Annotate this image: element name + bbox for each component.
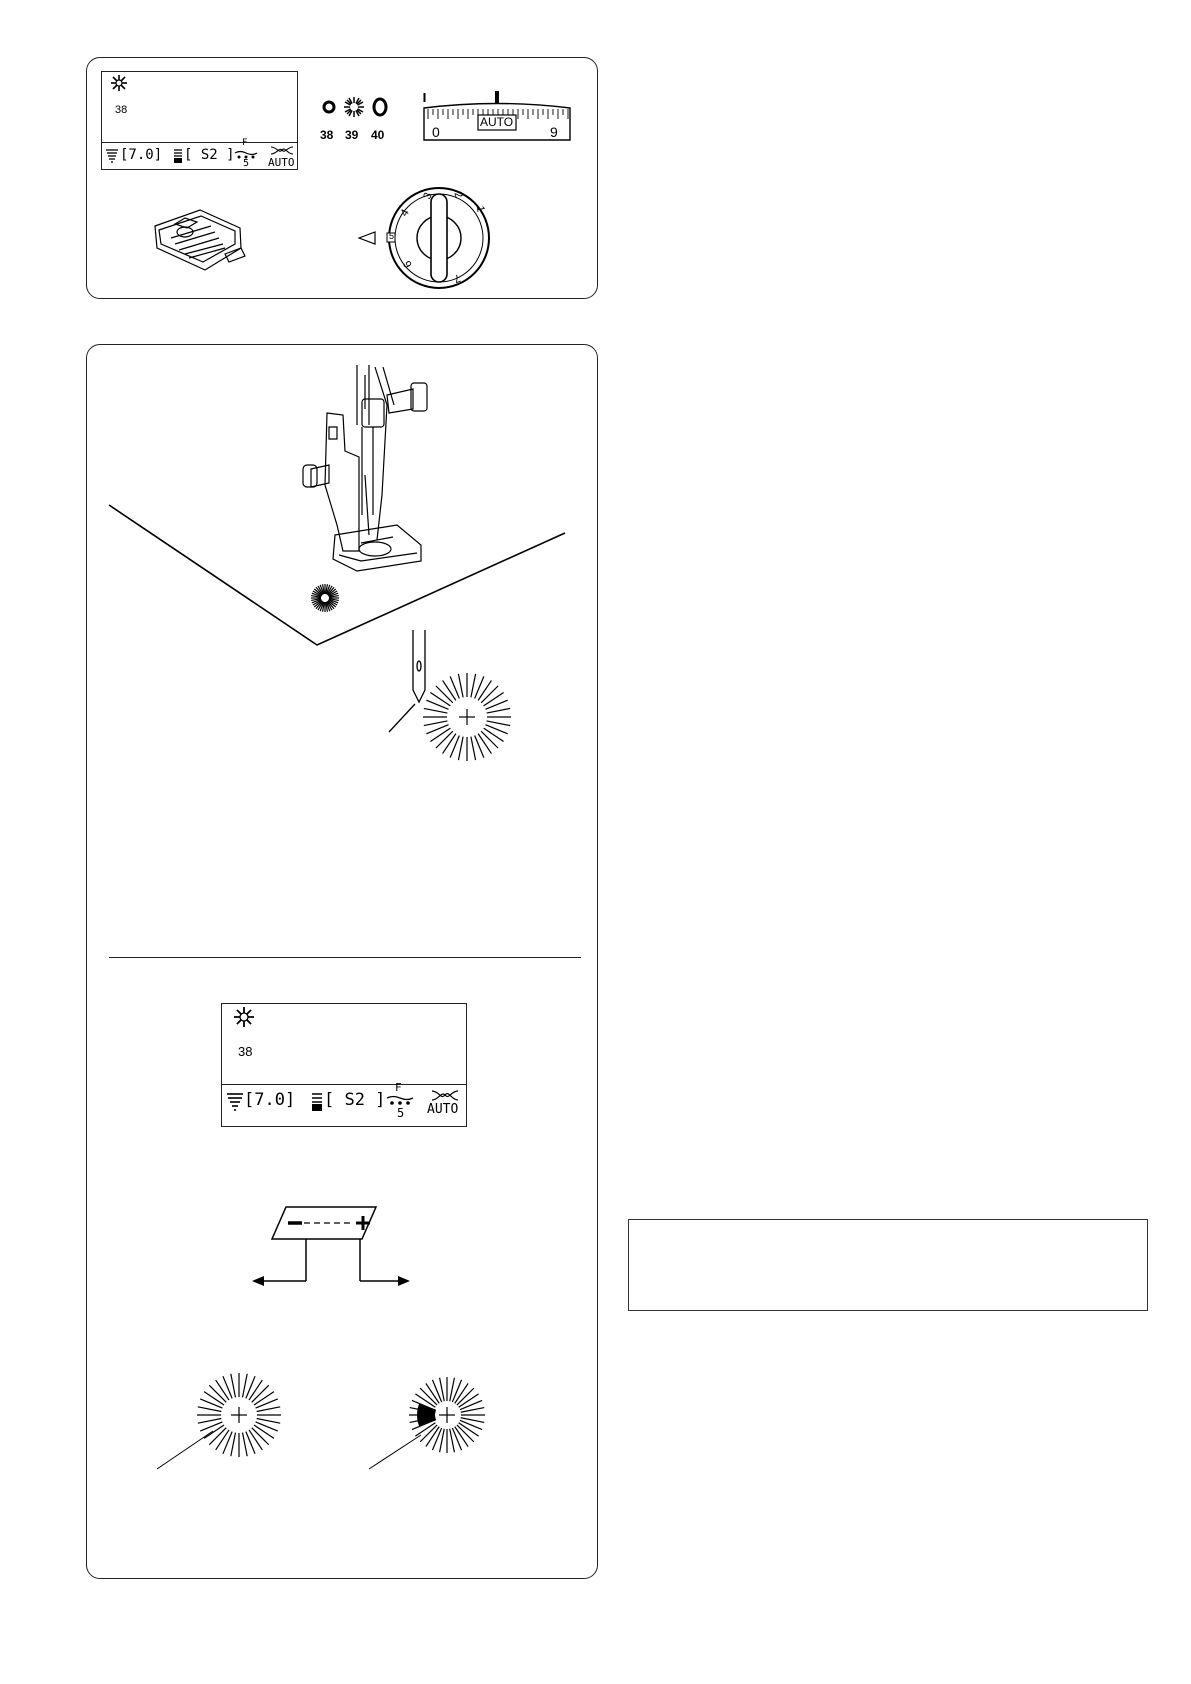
pressure-number-2: 2 (451, 190, 465, 200)
thread-tension-icon (271, 146, 293, 155)
stitch-length-icon (174, 148, 182, 164)
eyelet-40-icon (372, 97, 388, 117)
adjust-key-diagram (252, 1205, 442, 1295)
stitch-length-value: [ S2 ] (324, 1090, 386, 1110)
eyelet-result-open (157, 1365, 297, 1475)
eyelet-38-icon (322, 100, 336, 114)
stitch-width-value: [7.0] (244, 1090, 296, 1110)
lcd-divider (222, 1084, 466, 1085)
pattern-number: 38 (238, 1044, 253, 1059)
tension-auto-label: AUTO (480, 115, 514, 129)
stitch-width-value: [7.0] (120, 147, 163, 163)
pressure-number-4: 4 (398, 207, 412, 219)
settings-panel (86, 57, 598, 299)
presser-foot-illustration (145, 198, 255, 278)
instruction-panel (86, 344, 598, 1579)
feed-dog-bottom: 5 (243, 158, 250, 169)
tension-min-label: 0 (432, 124, 440, 140)
note-box (628, 1219, 1148, 1311)
stitch-width-icon (106, 148, 118, 164)
lcd-divider (102, 142, 297, 143)
tension-max-label: 9 (550, 124, 558, 140)
needle-drop-detail (387, 630, 547, 780)
thread-tension-icon (432, 1090, 458, 1101)
feed-dog-top: F (395, 1081, 402, 1094)
pressure-number-7: 7 (452, 271, 462, 285)
eyelet-pattern-icon (234, 1007, 254, 1027)
eyelet-39-icon (344, 97, 364, 117)
thread-tension-value: AUTO (427, 1102, 459, 1117)
thread-tension-value: AUTO (268, 156, 295, 169)
lcd-display-main (221, 1003, 467, 1127)
feed-dog-top: F (242, 138, 248, 148)
pattern-number: 38 (115, 104, 128, 116)
eyelet-label-39: 39 (345, 128, 359, 142)
pressure-number-1: 1 (473, 204, 487, 214)
stitch-width-icon (227, 1092, 243, 1112)
section-divider (109, 957, 581, 958)
pressure-number-3: 3 (421, 191, 435, 201)
feed-dog-bottom: 5 (397, 1106, 405, 1120)
stitch-length-value: [ S2 ] (184, 147, 235, 163)
sewing-foot-fabric-illustration (107, 365, 587, 675)
eyelet-label-40: 40 (371, 128, 385, 142)
eyelet-result-closed (369, 1365, 509, 1475)
stitch-length-icon (312, 1092, 322, 1112)
eyelet-label-38: 38 (320, 128, 334, 142)
eyelet-pattern-icon (111, 75, 127, 91)
pressure-number-6: 6 (401, 258, 415, 270)
pressure-number-5: 5 (389, 231, 395, 241)
lcd-display (101, 71, 298, 170)
